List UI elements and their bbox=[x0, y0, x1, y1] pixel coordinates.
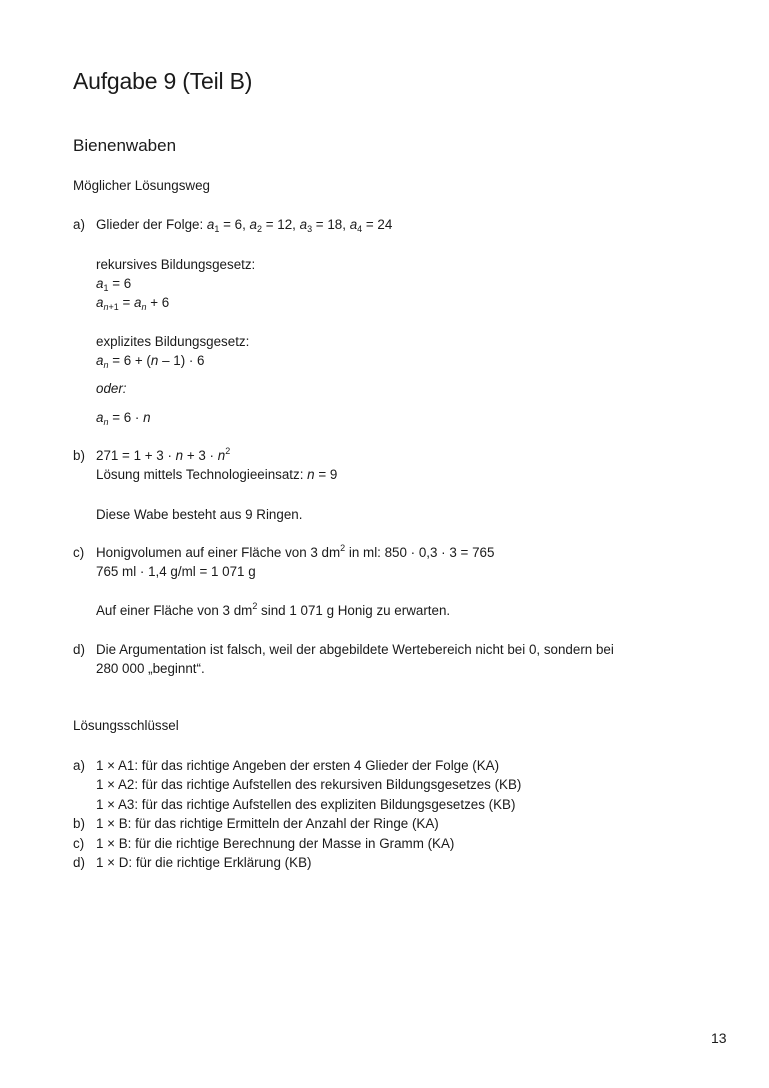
explicit-rule-2: $a_n = 6 \cdot n$ bbox=[96, 410, 151, 427]
key-label-d: d) bbox=[73, 855, 85, 870]
volume-calc: Honigvolumen auf einer Fläche von 3 $dm^2$ in ml: 850 · 0,3 · 3 = 765 bbox=[96, 543, 495, 560]
recursive-label: rekursives Bildungsgesetz: bbox=[96, 257, 256, 272]
key-b: 1 × B: für das richtige Ermitteln der Anzahl der Ringe (KA) bbox=[96, 816, 439, 831]
page-title: Aufgabe 9 (Teil B) bbox=[73, 68, 253, 94]
key-label-a: a) bbox=[73, 758, 85, 773]
label-c: c) bbox=[73, 545, 85, 560]
label-a: a) bbox=[73, 217, 85, 232]
argument-d-line1: Die Argumentation ist falsch, weil der abgebildete Wertebereich nicht bei 0, sondern bei bbox=[96, 642, 614, 657]
section-title: Bienenwaben bbox=[73, 136, 177, 155]
key-d: 1 × D: für die richtige Erklärung (KB) bbox=[96, 855, 312, 870]
key-a1: 1 × A1: für das richtige Angeben der ersten 4 Glieder der Folge (KA) bbox=[96, 758, 500, 773]
solution-heading: Möglicher Lösungsweg bbox=[73, 178, 210, 193]
oder-text: oder: bbox=[96, 381, 127, 396]
key-label-b: b) bbox=[73, 816, 85, 831]
key-a3: 1 × A3: für das richtige Aufstellen des expliziten Bildungsgesetzes (KB) bbox=[96, 797, 516, 812]
recursive-start: $a_1 = 6$ bbox=[96, 276, 132, 293]
mass-calc: 765 ml · 1,4 g/ml = 1 071 g bbox=[96, 564, 256, 579]
recursive-rule: $a_{n+1} = a_n + 6$ bbox=[96, 295, 170, 312]
label-d: d) bbox=[73, 642, 85, 657]
answer-b: Diese Wabe besteht aus 9 Ringen. bbox=[96, 507, 303, 522]
key-c: 1 × B: für die richtige Berechnung der Masse in Gramm (KA) bbox=[96, 836, 455, 851]
explicit-label: explizites Bildungsgesetz: bbox=[96, 334, 250, 349]
key-label-c: c) bbox=[73, 836, 85, 851]
solution-b: Lösung mittels Technologieeinsatz: n = 9 bbox=[96, 467, 338, 482]
equation-b: $271 = 1 + 3 \cdot n + 3 \cdot n^2$ bbox=[96, 446, 231, 463]
label-b: b) bbox=[73, 448, 85, 463]
key-heading: Lösungsschlüssel bbox=[73, 718, 179, 733]
argument-d-line2: 280 000 „beginnt“. bbox=[96, 661, 205, 676]
explicit-rule-1: $a_n = 6 + (n - 1) \cdot 6$ bbox=[96, 353, 205, 370]
page-number: 13 bbox=[711, 1030, 727, 1046]
key-a2: 1 × A2: für das richtige Aufstellen des rekursiven Bildungsgesetzes (KB) bbox=[96, 777, 522, 792]
answer-c: Auf einer Fläche von 3 $dm^2$ sind 1 071 g Honig zu erwarten. bbox=[96, 601, 451, 618]
sequence-terms: Glieder der Folge: $a_1 = 6$, $a_2 = 12$, $a_3 = 18$, $a_4 = 24$ bbox=[96, 217, 393, 234]
